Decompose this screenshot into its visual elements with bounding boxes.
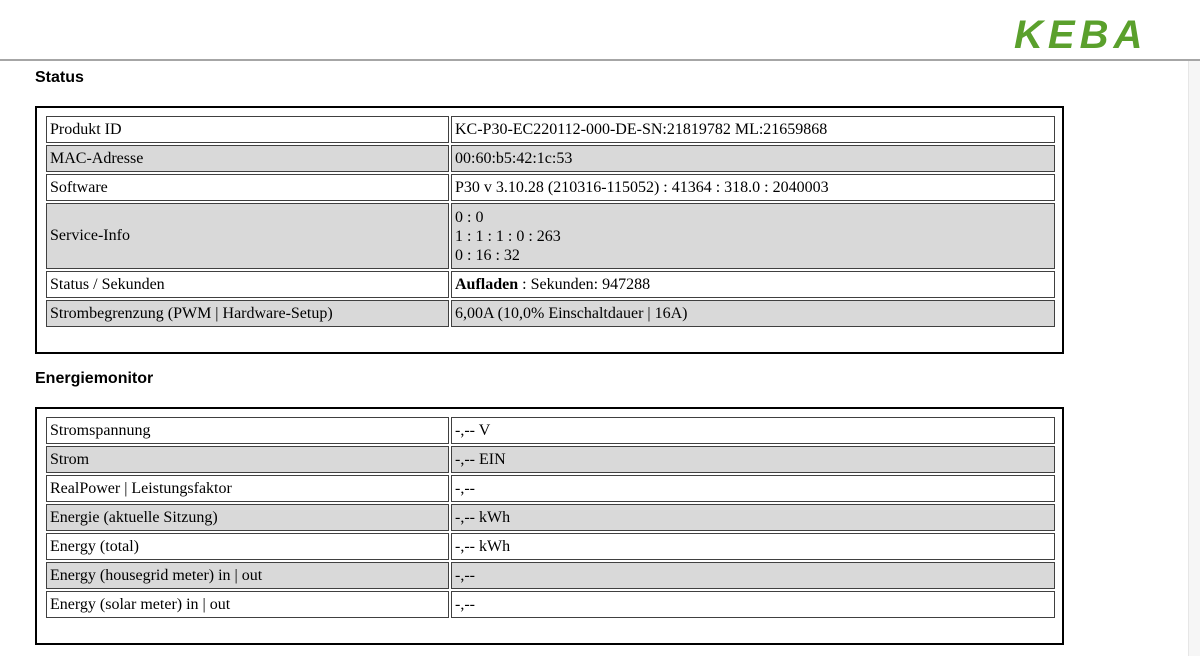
energy-value-realpower: -,-- (451, 475, 1055, 502)
status-panel (35, 106, 1064, 354)
logo-text: KEBA (1014, 13, 1148, 52)
energy-value-session: -,-- kWh (451, 504, 1055, 531)
table-row (46, 271, 1055, 298)
status-label-mac: MAC-Adresse (46, 145, 449, 172)
status-label-product-id: Produkt ID (46, 116, 449, 143)
scrollbar[interactable] (1188, 61, 1200, 656)
energy-value-current: -,-- EIN (451, 446, 1055, 473)
energy-label-realpower: RealPower | Leistungsfaktor (46, 475, 449, 502)
service-info-line: 0 : 0 (455, 208, 484, 226)
energy-label-total: Energy (total) (46, 533, 449, 560)
table-row (46, 417, 1055, 444)
energy-section-title: Energiemonitor (35, 370, 154, 387)
energy-label-voltage: Stromspannung (46, 417, 449, 444)
energy-value-total: -,-- kWh (451, 533, 1055, 560)
energy-label-housegrid: Energy (housegrid meter) in | out (46, 562, 449, 589)
status-table (44, 114, 1057, 329)
status-value-status-seconds (451, 271, 1055, 298)
table-row (46, 475, 1055, 502)
energy-panel (35, 407, 1064, 645)
charging-state: Aufladen (455, 275, 519, 293)
status-label-status-seconds: Status / Sekunden (46, 271, 449, 298)
energy-value-solar: -,-- (451, 591, 1055, 618)
status-label-current-limit: Strombegrenzung (PWM | Hardware-Setup) (46, 300, 449, 327)
table-row (46, 446, 1055, 473)
table-row (46, 533, 1055, 560)
status-value-product-id: KC-P30-EC220112-000-DE-SN:21819782 ML:21659868 (451, 116, 1055, 143)
energy-value-voltage: -,-- V (451, 417, 1055, 444)
status-value-mac: 00:60:b5:42:1c:53 (451, 145, 1055, 172)
table-row (46, 504, 1055, 531)
status-value-service-info (451, 203, 1055, 269)
status-label-software: Software (46, 174, 449, 201)
energy-label-solar: Energy (solar meter) in | out (46, 591, 449, 618)
table-row (46, 591, 1055, 618)
header-bar (0, 0, 1200, 61)
service-info-line: 0 : 16 : 32 (455, 246, 520, 264)
seconds-text: : Sekunden: 947288 (518, 275, 651, 293)
status-value-current-limit: 6,00A (10,0% Einschaltdauer | 16A) (451, 300, 1055, 327)
status-section-title: Status (35, 69, 84, 86)
table-row (46, 562, 1055, 589)
table-row (46, 145, 1055, 172)
keba-logo (1012, 12, 1188, 52)
table-row (46, 203, 1055, 269)
status-value-software: P30 v 3.10.28 (210316-115052) : 41364 : 318.0 : 2040003 (451, 174, 1055, 201)
table-row (46, 174, 1055, 201)
table-row (46, 300, 1055, 327)
energy-label-current: Strom (46, 446, 449, 473)
status-label-service-info: Service-Info (46, 203, 449, 269)
energy-table (44, 415, 1057, 620)
energy-label-session: Energie (aktuelle Sitzung) (46, 504, 449, 531)
energy-value-housegrid: -,-- (451, 562, 1055, 589)
service-info-line: 1 : 1 : 1 : 0 : 263 (455, 227, 561, 245)
table-row (46, 116, 1055, 143)
